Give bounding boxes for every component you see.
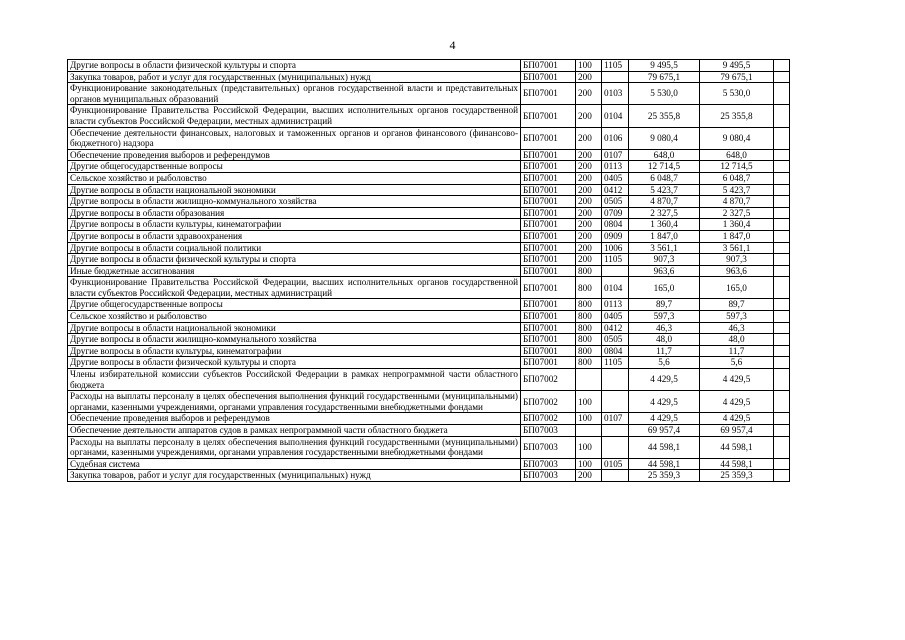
empty-cell (774, 425, 790, 437)
expense-name: Другие вопросы в области культуры, кинематографии (68, 345, 521, 357)
target-code: БП07003 (521, 436, 576, 458)
target-code: БП07001 (521, 149, 576, 161)
amount-first: 48,0 (629, 334, 700, 346)
target-code: БП07001 (521, 299, 576, 311)
table-row (68, 357, 790, 369)
amount-second: 25 359,3 (700, 470, 774, 482)
expense-type-code (576, 369, 602, 391)
section-code: 0103 (602, 83, 629, 105)
target-code: БП07001 (521, 184, 576, 196)
section-code: 0405 (602, 311, 629, 323)
table-row (68, 71, 790, 83)
table-row (68, 277, 790, 299)
empty-cell (774, 436, 790, 458)
expense-type-code: 800 (576, 345, 602, 357)
empty-cell (774, 230, 790, 242)
empty-cell (774, 458, 790, 470)
amount-second: 597,3 (700, 311, 774, 323)
table-row (68, 230, 790, 242)
table-row (68, 436, 790, 458)
expense-type-code: 200 (576, 207, 602, 219)
section-code: 1105 (602, 357, 629, 369)
section-code: 0709 (602, 207, 629, 219)
section-code (602, 436, 629, 458)
target-code: БП07001 (521, 322, 576, 334)
section-code: 0107 (602, 149, 629, 161)
expense-name: Обеспечение деятельности финансовых, налоговых и таможенных органов и органов финансового (финансово-бюджетного) надзора (68, 127, 521, 149)
table-row (68, 184, 790, 196)
amount-first: 648,0 (629, 149, 700, 161)
target-code: БП07003 (521, 425, 576, 437)
amount-first: 4 429,5 (629, 413, 700, 425)
section-code: 1105 (602, 60, 629, 72)
page-number: 4 (449, 38, 456, 52)
empty-cell (774, 196, 790, 208)
expense-name: Функционирование законодательных (представительных) органов государственной власти и представительных органов муниципальных образований (68, 83, 521, 105)
table-row (68, 60, 790, 72)
section-code (602, 391, 629, 413)
expense-name: Другие вопросы в области национальной экономики (68, 184, 521, 196)
amount-first: 46,3 (629, 322, 700, 334)
expense-name: Другие общегосударственные вопросы (68, 161, 521, 173)
target-code: БП07001 (521, 196, 576, 208)
expense-name: Сельское хозяйство и рыболовство (68, 311, 521, 323)
target-code: БП07001 (521, 277, 576, 299)
expense-name: Другие вопросы в области физической культуры и спорта (68, 254, 521, 266)
expense-name: Другие вопросы в области физической культуры и спорта (68, 357, 521, 369)
expense-name: Закупка товаров, работ и услуг для государственных (муниципальных) нужд (68, 470, 521, 482)
table-row (68, 172, 790, 184)
amount-second: 907,3 (700, 254, 774, 266)
amount-second: 48,0 (700, 334, 774, 346)
section-code: 0804 (602, 219, 629, 231)
table-row (68, 83, 790, 105)
expense-type-code: 200 (576, 219, 602, 231)
section-code: 0909 (602, 230, 629, 242)
target-code: БП07001 (521, 172, 576, 184)
expense-name: Другие вопросы в области образования (68, 207, 521, 219)
amount-second: 165,0 (700, 277, 774, 299)
expense-type-code: 100 (576, 436, 602, 458)
target-code: БП07001 (521, 207, 576, 219)
amount-second: 44 598,1 (700, 458, 774, 470)
section-code: 0505 (602, 334, 629, 346)
amount-second: 4 870,7 (700, 196, 774, 208)
amount-first: 1 847,0 (629, 230, 700, 242)
section-code (602, 470, 629, 482)
amount-first: 165,0 (629, 277, 700, 299)
table-row (68, 425, 790, 437)
empty-cell (774, 242, 790, 254)
amount-second: 1 360,4 (700, 219, 774, 231)
amount-first: 907,3 (629, 254, 700, 266)
section-code: 1105 (602, 254, 629, 266)
amount-second: 5 423,7 (700, 184, 774, 196)
expense-type-code: 800 (576, 265, 602, 277)
expense-type-code: 200 (576, 149, 602, 161)
section-code (602, 369, 629, 391)
table-row (68, 413, 790, 425)
budget-table-body (68, 60, 790, 482)
amount-first: 25 359,3 (629, 470, 700, 482)
table-row (68, 322, 790, 334)
section-code: 0113 (602, 161, 629, 173)
section-code: 0412 (602, 184, 629, 196)
amount-first: 9 495,5 (629, 60, 700, 72)
target-code: БП07001 (521, 357, 576, 369)
expense-name: Закупка товаров, работ и услуг для государственных (муниципальных) нужд (68, 71, 521, 83)
target-code: БП07001 (521, 71, 576, 83)
target-code: БП07001 (521, 127, 576, 149)
expense-name: Другие вопросы в области жилищно-коммунального хозяйства (68, 334, 521, 346)
table-row (68, 391, 790, 413)
amount-first: 69 957,4 (629, 425, 700, 437)
amount-first: 597,3 (629, 311, 700, 323)
target-code: БП07001 (521, 230, 576, 242)
amount-second: 4 429,5 (700, 369, 774, 391)
amount-second: 69 957,4 (700, 425, 774, 437)
amount-second: 1 847,0 (700, 230, 774, 242)
table-row (68, 369, 790, 391)
expense-type-code: 200 (576, 242, 602, 254)
expense-name: Функционирование Правительства Российской Федерации, высших исполнительных органов государственной власти субъектов Российской Федерации, местных администраций (68, 105, 521, 127)
amount-first: 2 327,5 (629, 207, 700, 219)
expense-type-code: 800 (576, 322, 602, 334)
section-code: 0405 (602, 172, 629, 184)
amount-second: 5 530,0 (700, 83, 774, 105)
empty-cell (774, 254, 790, 266)
budget-table (67, 59, 790, 482)
empty-cell (774, 369, 790, 391)
amount-first: 89,7 (629, 299, 700, 311)
expense-name: Обеспечение деятельности аппаратов судов в рамках непрограммной части областного бюджета (68, 425, 521, 437)
amount-first: 25 355,8 (629, 105, 700, 127)
table-row (68, 219, 790, 231)
expense-name: Иные бюджетные ассигнования (68, 265, 521, 277)
amount-first: 79 675,1 (629, 71, 700, 83)
empty-cell (774, 172, 790, 184)
section-code: 0104 (602, 105, 629, 127)
table-row (68, 299, 790, 311)
amount-second: 3 561,1 (700, 242, 774, 254)
empty-cell (774, 60, 790, 72)
empty-cell (774, 265, 790, 277)
expense-type-code: 200 (576, 470, 602, 482)
empty-cell (774, 105, 790, 127)
amount-first: 44 598,1 (629, 436, 700, 458)
expense-type-code: 200 (576, 83, 602, 105)
target-code: БП07001 (521, 161, 576, 173)
amount-second: 79 675,1 (700, 71, 774, 83)
section-code: 0106 (602, 127, 629, 149)
empty-cell (774, 161, 790, 173)
section-code: 0412 (602, 322, 629, 334)
empty-cell (774, 149, 790, 161)
empty-cell (774, 83, 790, 105)
amount-first: 4 429,5 (629, 391, 700, 413)
amount-second: 25 355,8 (700, 105, 774, 127)
target-code: БП07002 (521, 369, 576, 391)
expense-name: Функционирование Правительства Российской Федерации, высших исполнительных органов государственной власти субъектов Российской Федерации, местных администраций (68, 277, 521, 299)
target-code: БП07001 (521, 242, 576, 254)
target-code: БП07002 (521, 413, 576, 425)
amount-second: 5,6 (700, 357, 774, 369)
amount-second: 12 714,5 (700, 161, 774, 173)
amount-second: 46,3 (700, 322, 774, 334)
target-code: БП07001 (521, 83, 576, 105)
amount-first: 11,7 (629, 345, 700, 357)
amount-second: 6 048,7 (700, 172, 774, 184)
expense-type-code: 200 (576, 161, 602, 173)
expense-type-code: 200 (576, 71, 602, 83)
expense-name: Другие вопросы в области физической культуры и спорта (68, 60, 521, 72)
empty-cell (774, 391, 790, 413)
target-code: БП07001 (521, 105, 576, 127)
empty-cell (774, 413, 790, 425)
section-code: 0113 (602, 299, 629, 311)
expense-type-code: 200 (576, 184, 602, 196)
amount-first: 6 048,7 (629, 172, 700, 184)
amount-first: 5 530,0 (629, 83, 700, 105)
empty-cell (774, 127, 790, 149)
amount-first: 44 598,1 (629, 458, 700, 470)
expense-name: Обеспечение проведения выборов и референдумов (68, 149, 521, 161)
expense-name: Другие общегосударственные вопросы (68, 299, 521, 311)
section-code (602, 71, 629, 83)
empty-cell (774, 311, 790, 323)
table-row (68, 161, 790, 173)
amount-first: 3 561,1 (629, 242, 700, 254)
expense-name: Другие вопросы в области жилищно-коммунального хозяйства (68, 196, 521, 208)
empty-cell (774, 299, 790, 311)
amount-second: 11,7 (700, 345, 774, 357)
expense-type-code: 200 (576, 230, 602, 242)
target-code: БП07001 (521, 311, 576, 323)
expense-type-code (576, 425, 602, 437)
section-code: 0107 (602, 413, 629, 425)
section-code: 0505 (602, 196, 629, 208)
expense-type-code: 800 (576, 277, 602, 299)
expense-type-code: 200 (576, 127, 602, 149)
table-row (68, 105, 790, 127)
expense-name: Другие вопросы в области культуры, кинематографии (68, 219, 521, 231)
expense-type-code: 100 (576, 458, 602, 470)
table-row (68, 196, 790, 208)
empty-cell (774, 277, 790, 299)
expense-type-code: 800 (576, 357, 602, 369)
section-code: 0104 (602, 277, 629, 299)
empty-cell (774, 71, 790, 83)
expense-type-code: 200 (576, 196, 602, 208)
target-code: БП07001 (521, 254, 576, 266)
table-row (68, 254, 790, 266)
amount-second: 2 327,5 (700, 207, 774, 219)
table-row (68, 458, 790, 470)
section-code: 1006 (602, 242, 629, 254)
amount-second: 9 080,4 (700, 127, 774, 149)
table-row (68, 265, 790, 277)
table-row (68, 149, 790, 161)
target-code: БП07001 (521, 345, 576, 357)
empty-cell (774, 345, 790, 357)
amount-first: 5,6 (629, 357, 700, 369)
target-code: БП07001 (521, 334, 576, 346)
amount-first: 9 080,4 (629, 127, 700, 149)
expense-type-code: 100 (576, 60, 602, 72)
amount-first: 5 423,7 (629, 184, 700, 196)
target-code: БП07001 (521, 60, 576, 72)
empty-cell (774, 470, 790, 482)
amount-second: 4 429,5 (700, 391, 774, 413)
empty-cell (774, 219, 790, 231)
table-row (68, 207, 790, 219)
target-code: БП07001 (521, 265, 576, 277)
expense-name: Другие вопросы в области национальной экономики (68, 322, 521, 334)
table-row (68, 127, 790, 149)
expense-name: Расходы на выплаты персоналу в целях обеспечения выполнения функций государственными (муниципальными) органами, казенными учреждениями, органами управления государственными внебюджетными фондами (68, 391, 521, 413)
amount-first: 1 360,4 (629, 219, 700, 231)
amount-second: 963,6 (700, 265, 774, 277)
expense-name: Члены избирательной комиссии субъектов Российской Федерации в рамках непрограммной части областного бюджета (68, 369, 521, 391)
table-row (68, 334, 790, 346)
expense-name: Судебная система (68, 458, 521, 470)
amount-second: 44 598,1 (700, 436, 774, 458)
expense-name: Сельское хозяйство и рыболовство (68, 172, 521, 184)
expense-type-code: 100 (576, 391, 602, 413)
target-code: БП07003 (521, 458, 576, 470)
amount-first: 963,6 (629, 265, 700, 277)
section-code: 0804 (602, 345, 629, 357)
expense-type-code: 200 (576, 172, 602, 184)
section-code (602, 265, 629, 277)
empty-cell (774, 357, 790, 369)
amount-first: 12 714,5 (629, 161, 700, 173)
expense-type-code: 200 (576, 105, 602, 127)
amount-second: 4 429,5 (700, 413, 774, 425)
expense-type-code: 800 (576, 311, 602, 323)
amount-first: 4 429,5 (629, 369, 700, 391)
empty-cell (774, 322, 790, 334)
empty-cell (774, 334, 790, 346)
amount-second: 89,7 (700, 299, 774, 311)
table-row (68, 311, 790, 323)
section-code (602, 425, 629, 437)
empty-cell (774, 207, 790, 219)
expense-type-code: 800 (576, 334, 602, 346)
expense-type-code: 200 (576, 254, 602, 266)
target-code: БП07001 (521, 219, 576, 231)
target-code: БП07002 (521, 391, 576, 413)
table-row (68, 470, 790, 482)
target-code: БП07003 (521, 470, 576, 482)
table-row (68, 242, 790, 254)
amount-first: 4 870,7 (629, 196, 700, 208)
expense-name: Другие вопросы в области здравоохранения (68, 230, 521, 242)
expense-name: Другие вопросы в области социальной политики (68, 242, 521, 254)
section-code: 0105 (602, 458, 629, 470)
empty-cell (774, 184, 790, 196)
expense-name: Обеспечение проведения выборов и референдумов (68, 413, 521, 425)
table-row (68, 345, 790, 357)
amount-second: 648,0 (700, 149, 774, 161)
expense-type-code: 800 (576, 299, 602, 311)
amount-second: 9 495,5 (700, 60, 774, 72)
expense-name: Расходы на выплаты персоналу в целях обеспечения выполнения функций государственными (муниципальными) органами, казенными учреждениями, органами управления государственными внебюджетными фондами (68, 436, 521, 458)
expense-type-code: 100 (576, 413, 602, 425)
